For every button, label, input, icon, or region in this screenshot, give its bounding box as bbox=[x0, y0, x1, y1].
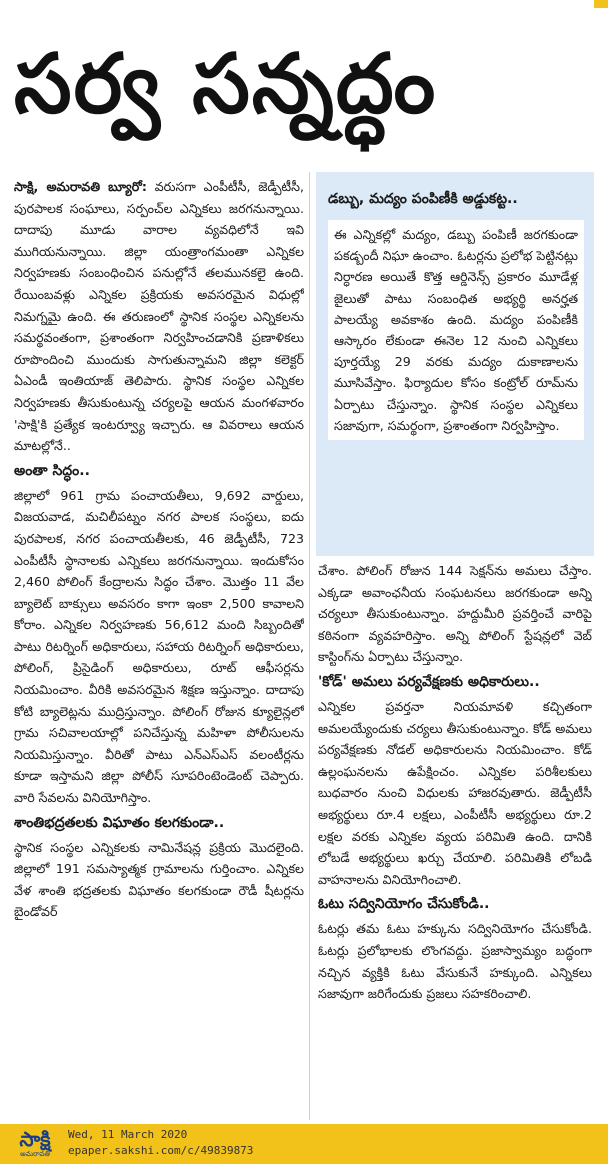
article-paragraph: చేశాం. పోలింగ్ రోజున 144 సెక్షన్‌ను అమలు చేస్తాం. ఎక్కడా అవాంఛనీయ సంఘటనలు జరగకుండా అన్ని చర్యలూ తీసుకుంటున్నాం. హద్దుమీరి ప్రవర్తించే వారిపై కఠినంగా వ్యవహరిస్తాం. అన్ని పోలింగ్ స్టేషన్లలో వెబ్ కాస్టింగ్‌ను ఏర్పాటు చేస్తున్నాం. bbox=[318, 563, 592, 665]
epaper-url[interactable]: epaper.sakshi.com/c/49839873 bbox=[68, 1144, 254, 1157]
article-paragraph: జిల్లాలో 961 గ్రామ పంచాయతీలు, 9,692 వార్డులు, విజయవాడ, మచిలీపట్నం నగర పాలక సంస్థలు, ఐదు పురపాలక, నగర పంచాయతీలకు, 46 జెడ్పీటీసీ, 723 ఎంపీటీసీ స్థానాలకు ఎన్నికలు జరగనున్నాయి. ఇందుకోసం 2,460 పోలింగ్ కేంద్రాలను సిద్ధం చేశాం. మొత్తం 11 వేల బ్యాలెట్ బాక్సులు అవసరం కాగా ఇంకా 2,500 కావాలని కోరాం. ఎన్నికల నిర్వహణకు 56,612 మంది సిబ్బందితో పాటు రిటర్నింగ్ అధికారులు, సహాయ రిటర్నింగ్ అధికారులు, పోలింగ్, ప్రిసైడింగ్ అధికారులు, రూట్ ఆఫీసర్లను నియమించాం. వీరికి అవసరమైన శిక్షణ ఇస్తున్నాం. దాదాపు కోటి బ్యాలెట్లను ముద్రిస్తున్నాం. పోలింగ్ రోజున క్యూలైన్లలో గ్రామ సచివాలయాల్లో పనిచేస్తున్న మహిళా పోలీసులను నియమిస్తున్నాం. వీరితో పాటు ఎన్ఎస్ఎస్ వలంటీర్లను కూడా ఇస్తామని జిల్లా పోలీస్ సూపరింటెండెంట్ చెప్పారు. వారి సేవలను వినియోగిస్తాం. bbox=[14, 487, 304, 806]
article-paragraph: ఓటర్లు తమ ఓటు హక్కును సద్వినియోగం చేసుకోండి. ఓటర్లు ప్రలోభాలకు లొంగవద్దు. ప్రజాస్వామ్యం బద్ధంగా నచ్చిన వ్యక్తికి ఓటు వేసుకునే హక్కుంది. ఎన్నికలు సజావుగా జరిగేందుకు ప్రజలు సహకరించాలి. bbox=[318, 921, 592, 1002]
intro-text: వరుసగా ఎంపీటీసీ, జెడ్పీటీసీ, పురపాలక సంఘాలు, సర్పంచ్‌ల ఎన్నికలు జరగనున్నాయి. దాదాపు మూడు వారాల వ్యవధిలోనే ఇవి ముగియనున్నాయి. జిల్లా యంత్రాంగమంతా ఎన్నికల నిర్వహణకు సంబంధించిన పనుల్లోనే తలమునకలై ఉంది. రేయింబవళ్లు ఎన్నికల ప్రక్రియకు అవసరమైన విధుల్లో నిమగ్నమై ఉంది. ఈ తరుణంలో స్థానిక సంస్థల ఎన్నికలను సమర్థవంతంగా, ప్రశాంతంగా నిర్వహించడానికి ప్రణాళికలు రూపొందించి ముందుకు సాగుతున్నామని జిల్లా కలెక్టర్ ఏఎండీ ఇంతియాజ్ తెలిపారు. స్థానిక సంస్థల ఎన్నికల నిర్వహణకు తీసుకుంటున్న చర్యలపై ఆయన మంగళవారం 'సాక్షి'కి ప్రత్యేక ఇంటర్వ్యూ ఇచ్చారు. ఆ వివరాలు ఆయన మాటల్లోనే.. bbox=[14, 179, 304, 454]
box-body: ఈ ఎన్నికల్లో మద్యం, డబ్బు పంపిణీ జరగకుండా పకడ్బందీ నిఘా ఉంచాం. ఓటర్లను ప్రలోభ పెట్టినట్లు నిర్ధారణ అయితే కొత్త ఆర్డినెన్స్ ప్రకారం మూడేళ్ల జైలుతో పాటు సంబంధిత అభ్యర్థి అనర్హత పాలయ్యే అవకాశం ఉంది. మద్యం పంపిణీకి ఆస్కారం లేకుండా ఈనెల 12 నుంచి ఎన్నికలు పూర్తయ్యే 29 వరకు మద్యం దుకాణాలను మూసివేస్తాం. ఫిర్యాదుల కోసం కంట్రోల్ రూమ్‌ను ఏర్పాటు చేస్తున్నాం. స్థానిక సంస్థల ఎన్నికలు సజావుగా, సమర్థంగా, ప్రశాంతంగా నిర్వహిస్తాం. bbox=[328, 220, 584, 440]
dateline: సాక్షి, అమరావతి బ్యూరో: bbox=[14, 179, 147, 194]
top-strip bbox=[0, 0, 608, 10]
column-divider bbox=[309, 172, 310, 1120]
sakshi-logo[interactable] bbox=[6, 1128, 64, 1160]
article-paragraph: ఎన్నికల ప్రవర్తనా నియమావళి కచ్చితంగా అమలయ్యేందుకు చర్యలు తీసుకుంటున్నాం. కోడ్ అమలు పర్యవేక్షణకు నోడల్ అధికారులను నియమించాం. కోడ్ ఉల్లంఘనలను ఉపేక్షించం. ఎన్నికల పరిశీలకులు బుధవారం నుంచి విధులకు హాజరవుతారు. జెడ్పీటీసీ అభ్యర్థులు రూ.4 లక్షలు, ఎంపీటీసీ అభ్యర్థులు రూ.2 లక్షల వరకు ఎన్నికల వ్యయ పరిమితి ఉంది. దానికి లోబడే అభ్యర్థులు ఖర్చు చేయాలి. పరిమితికి లోబడి వాహనాలను వినియోగించాలి. bbox=[318, 698, 592, 887]
left-column bbox=[14, 176, 304, 1120]
subheading: అంతా సిద్ధం.. bbox=[14, 462, 90, 479]
subheading: 'కోడ్' అమలు పర్యవేక్షణకు అధికారులు.. bbox=[318, 673, 540, 690]
article-paragraph: స్థానిక సంస్థల ఎన్నికలకు నామినేషన్ల ప్రక్రియ మొదలైంది. జిల్లాలో 191 సమస్యాత్మక గ్రామాలను గుర్తించాం. ఎన్నికల వేళ శాంతి భద్రతలకు విఘాతం కలగకుండా రౌడీ షీటర్లను బైండోవర్ bbox=[14, 839, 304, 920]
publication-date: Wed, 11 March 2020 bbox=[68, 1128, 188, 1141]
article-paragraph bbox=[14, 176, 304, 457]
top-strip-accent bbox=[594, 0, 608, 8]
logo-edition: అమరావతి bbox=[20, 1150, 50, 1158]
right-column bbox=[318, 560, 592, 1120]
sidebar-box bbox=[316, 172, 594, 556]
logo-mark: సాక్షి bbox=[19, 1127, 51, 1151]
subheading: శాంతిభద్రతలకు విఘాతం కలగకుండా.. bbox=[14, 814, 225, 831]
footer-bar bbox=[0, 1124, 608, 1164]
box-heading: డబ్బు, మద్యం పంపిణీకి అడ్డుకట్ట.. bbox=[328, 191, 518, 207]
subheading: ఓటు సద్వినియోగం చేసుకోండి.. bbox=[318, 896, 490, 913]
headline: సర్వ సన్నద్ధం bbox=[14, 36, 438, 132]
